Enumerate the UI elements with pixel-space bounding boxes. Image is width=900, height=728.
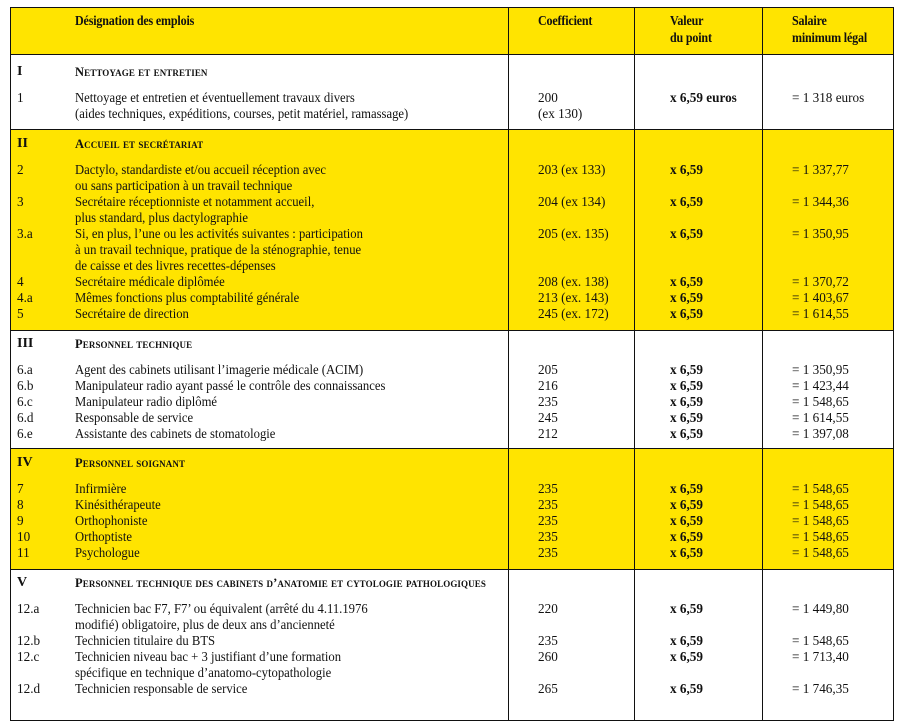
row-designation: plus standard, plus dactylographie	[75, 209, 248, 225]
row-minimum-salary: = 1 548,65	[792, 529, 849, 544]
rule	[11, 569, 893, 570]
row-minimum-salary: = 1 403,67	[792, 290, 849, 305]
row-minimum-salary: = 1 548,65	[792, 394, 849, 409]
row-point-value: x 6,59	[670, 274, 703, 289]
row-designation: Agent des cabinets utilisant l’imagerie médicale (ACIM)	[75, 362, 364, 377]
row-designation: Responsable de service	[75, 410, 194, 425]
row-minimum-salary: = 1 614,55	[792, 410, 849, 425]
section-title: Accueil et secrétariat	[75, 137, 204, 151]
section-title: Personnel technique des cabinets d’anatomie et cytologie pathologiques	[75, 576, 486, 590]
row-designation: Secrétaire médicale diplômée	[75, 274, 225, 289]
section-number: II	[17, 136, 28, 151]
row-coefficient: (ex 130)	[538, 105, 583, 121]
row-coefficient: 235	[538, 545, 558, 560]
row-designation: (aides techniques, expéditions, courses, petit matériel, ramassage)	[75, 105, 409, 121]
row-designation: Manipulateur radio ayant passé le contrôle des connaissances	[75, 378, 386, 393]
row-code: 6.d	[17, 410, 34, 425]
section-title: Personnel soignant	[75, 456, 186, 470]
row-designation: modifié) obligatoire, plus de deux ans d’ancienneté	[75, 616, 335, 632]
row-coefficient: 212	[538, 426, 558, 441]
row-designation: Nettoyage et entretien et éventuellement travaux divers	[75, 90, 355, 105]
row-point-value: x 6,59	[670, 226, 703, 241]
row-minimum-salary: = 1 746,35	[792, 681, 849, 696]
row-minimum-salary: = 1 350,95	[792, 362, 849, 377]
row-minimum-salary: = 1 548,65	[792, 545, 849, 560]
row-coefficient: 205 (ex. 135)	[538, 226, 609, 241]
row-designation: Infirmière	[75, 481, 127, 496]
row-coefficient: 245 (ex. 172)	[538, 306, 609, 321]
row-code: 4.a	[17, 290, 33, 305]
row-minimum-salary: = 1 548,65	[792, 633, 849, 648]
column-divider	[762, 8, 763, 720]
row-point-value: x 6,59	[670, 394, 703, 409]
header-salaire-1: Salaire	[792, 14, 827, 29]
row-coefficient: 200	[538, 90, 558, 105]
row-code: 7	[17, 481, 24, 496]
row-designation: Mêmes fonctions plus comptabilité générale	[75, 290, 300, 305]
row-coefficient: 235	[538, 529, 558, 544]
row-designation: Orthophoniste	[75, 513, 148, 528]
row-point-value: x 6,59	[670, 290, 703, 305]
row-minimum-salary: = 1 370,72	[792, 274, 849, 289]
row-minimum-salary: = 1 344,36	[792, 194, 849, 209]
row-designation: Assistante des cabinets de stomatologie	[75, 426, 276, 441]
row-designation: Kinésithérapeute	[75, 497, 161, 512]
column-divider	[634, 8, 635, 720]
row-designation: Technicien titulaire du BTS	[75, 633, 216, 648]
row-designation: Dactylo, standardiste et/ou accueil réception avec	[75, 162, 326, 177]
row-designation: Si, en plus, l’une ou les activités suivantes : participation	[75, 226, 363, 241]
row-minimum-salary: = 1 548,65	[792, 497, 849, 512]
row-code: 12.c	[17, 649, 40, 664]
row-code: 3.a	[17, 226, 33, 241]
row-designation: Manipulateur radio diplômé	[75, 394, 218, 409]
row-minimum-salary: = 1 337,77	[792, 162, 849, 177]
row-coefficient: 205	[538, 362, 558, 377]
column-divider	[508, 8, 509, 720]
row-point-value: x 6,59	[670, 601, 703, 616]
row-point-value: x 6,59	[670, 633, 703, 648]
row-coefficient: 265	[538, 681, 558, 696]
row-code: 11	[17, 545, 30, 560]
row-point-value: x 6,59	[670, 545, 703, 560]
row-point-value: x 6,59	[670, 426, 703, 441]
row-coefficient: 235	[538, 633, 558, 648]
row-coefficient: 204 (ex 134)	[538, 194, 606, 209]
rule	[11, 54, 893, 55]
row-code: 4	[17, 274, 24, 289]
row-code: 8	[17, 497, 24, 512]
row-minimum-salary: = 1 548,65	[792, 481, 849, 496]
row-designation: à un travail technique, pratique de la sténographie, tenue	[75, 241, 362, 257]
row-coefficient: 245	[538, 410, 558, 425]
row-point-value: x 6,59	[670, 481, 703, 496]
section-title: Nettoyage et entretien	[75, 65, 208, 79]
row-point-value: x 6,59	[670, 162, 703, 177]
rule	[11, 330, 893, 331]
row-point-value: x 6,59	[670, 194, 703, 209]
row-coefficient: 235	[538, 497, 558, 512]
section-number: IV	[17, 455, 33, 470]
row-minimum-salary: = 1 548,65	[792, 513, 849, 528]
header-designation: Désignation des emplois	[75, 14, 195, 29]
row-code: 12.d	[17, 681, 41, 696]
row-point-value: x 6,59	[670, 681, 703, 696]
header-salaire-2: minimum légal	[792, 31, 868, 46]
section-title: Personnel technique	[75, 337, 193, 351]
row-point-value: x 6,59	[670, 306, 703, 321]
row-code: 12.a	[17, 601, 40, 616]
salary-table	[10, 7, 894, 721]
row-coefficient: 213 (ex. 143)	[538, 290, 609, 305]
row-code: 6.c	[17, 394, 33, 409]
row-coefficient: 208 (ex. 138)	[538, 274, 609, 289]
row-designation: Psychologue	[75, 545, 140, 560]
row-code: 5	[17, 306, 24, 321]
row-minimum-salary: = 1 614,55	[792, 306, 849, 321]
row-coefficient: 235	[538, 481, 558, 496]
row-coefficient: 203 (ex 133)	[538, 162, 606, 177]
row-point-value: x 6,59	[670, 378, 703, 393]
row-designation: Secrétaire réceptionniste et notamment accueil,	[75, 194, 315, 209]
section-number: I	[17, 64, 23, 79]
row-coefficient: 235	[538, 513, 558, 528]
row-minimum-salary: = 1 350,95	[792, 226, 849, 241]
row-coefficient: 216	[538, 378, 558, 393]
row-point-value: x 6,59	[670, 513, 703, 528]
row-coefficient: 260	[538, 649, 558, 664]
header-valeur-1: Valeur	[670, 14, 704, 29]
row-designation: spécifique en technique d’anatomo-cytopathologie	[75, 664, 332, 680]
row-designation: Technicien bac F7, F7’ ou équivalent (arrêté du 4.11.1976	[75, 601, 368, 616]
row-code: 9	[17, 513, 24, 528]
rule	[11, 448, 893, 449]
row-minimum-salary: = 1 713,40	[792, 649, 849, 664]
section-number: V	[17, 575, 28, 590]
row-point-value: x 6,59 euros	[670, 90, 737, 105]
row-point-value: x 6,59	[670, 497, 703, 512]
row-code: 2	[17, 162, 24, 177]
row-minimum-salary: = 1 397,08	[792, 426, 849, 441]
row-point-value: x 6,59	[670, 362, 703, 377]
row-designation: Technicien responsable de service	[75, 681, 248, 696]
row-code: 6.a	[17, 362, 33, 377]
row-coefficient: 220	[538, 601, 558, 616]
row-coefficient: 235	[538, 394, 558, 409]
row-designation: Secrétaire de direction	[75, 306, 189, 321]
rule	[11, 129, 893, 130]
header-valeur-2: du point	[670, 31, 712, 46]
row-minimum-salary: = 1 423,44	[792, 378, 849, 393]
section-number: III	[17, 336, 34, 351]
row-minimum-salary: = 1 449,80	[792, 601, 849, 616]
row-point-value: x 6,59	[670, 529, 703, 544]
row-minimum-salary: = 1 318 euros	[792, 90, 865, 105]
row-code: 3	[17, 194, 24, 209]
row-point-value: x 6,59	[670, 410, 703, 425]
row-point-value: x 6,59	[670, 649, 703, 664]
row-designation: de caisse et des livres recettes-dépenses	[75, 257, 276, 273]
row-code: 1	[17, 90, 24, 105]
row-designation: Technicien niveau bac + 3 justifiant d’une formation	[75, 649, 342, 664]
row-designation: ou sans participation à un travail technique	[75, 177, 293, 193]
row-code: 6.e	[17, 426, 33, 441]
row-code: 10	[17, 529, 31, 544]
header-coefficient: Coefficient	[538, 14, 593, 29]
row-code: 12.b	[17, 633, 41, 648]
row-code: 6.b	[17, 378, 34, 393]
row-designation: Orthoptiste	[75, 529, 132, 544]
